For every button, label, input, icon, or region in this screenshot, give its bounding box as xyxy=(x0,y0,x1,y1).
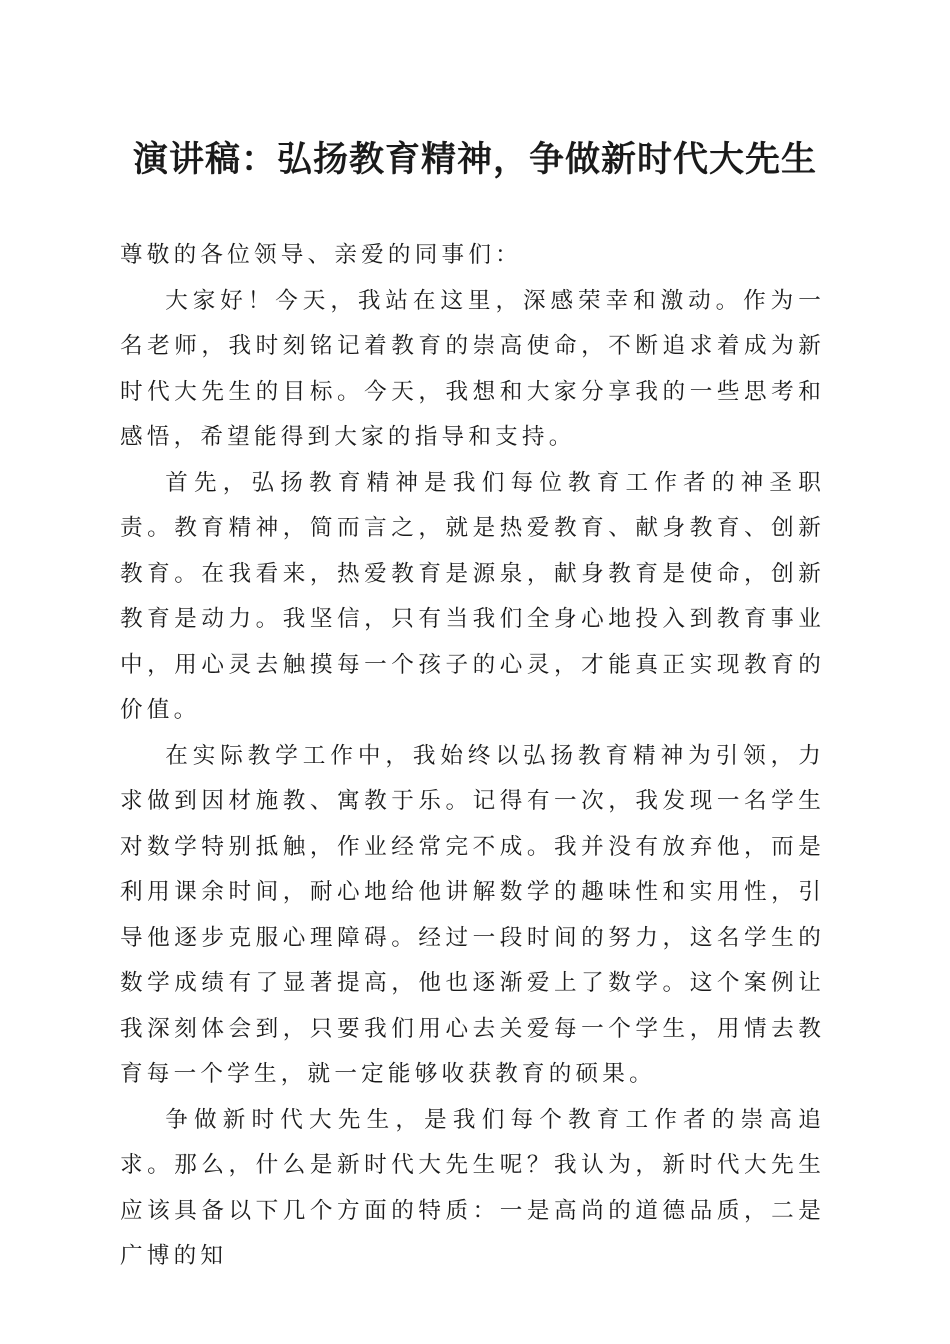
paragraph-greeting: 大家好！今天，我站在这里，深感荣幸和激动。作为一名老师，我时刻铭记着教育的崇高使命，不断追求着成为新时代大先生的目标。今天，我想和大家分享我的一些思考和感悟，希望能得到大家的指导和支持。 xyxy=(120,287,825,450)
salutation: 尊敬的各位领导、亲爱的同事们： xyxy=(120,242,522,268)
paragraph-new-era-teacher: 争做新时代大先生，是我们每个教育工作者的崇高追求。那么，什么是新时代大先生呢？我认为，新时代大先生应该具备以下几个方面的特质：一是高尚的道德品质，二是广博的知 xyxy=(120,1106,825,1269)
document-body xyxy=(120,233,825,1280)
paragraph-teaching-example: 在实际教学工作中，我始终以弘扬教育精神为引领，力求做到因材施教、寓教于乐。记得有一次，我发现一名学生对数学特别抵触，作业经常完不成。我并没有放弃他，而是利用课余时间，耐心地给他讲解数学的趣味性和实用性，引导他逐步克服心理障碍。经过一段时间的努力，这名学生的数学成绩有了显著提高，他也逐渐爱上了数学。这个案例让我深刻体会到，只要我们用心去关爱每一个学生，用情去教育每一个学生，就一定能够收获教育的硕果。 xyxy=(120,742,825,1087)
document-title: 演讲稿：弘扬教育精神，争做新时代大先生 xyxy=(132,139,817,180)
paragraph-education-spirit: 首先，弘扬教育精神是我们每位教育工作者的神圣职责。教育精神，简而言之，就是热爱教育、献身教育、创新教育。在我看来，热爱教育是源泉，献身教育是使命，创新教育是动力。我坚信，只有当我们全身心地投入到教育事业中，用心灵去触摸每一个孩子的心灵，才能真正实现教育的价值。 xyxy=(120,469,825,723)
